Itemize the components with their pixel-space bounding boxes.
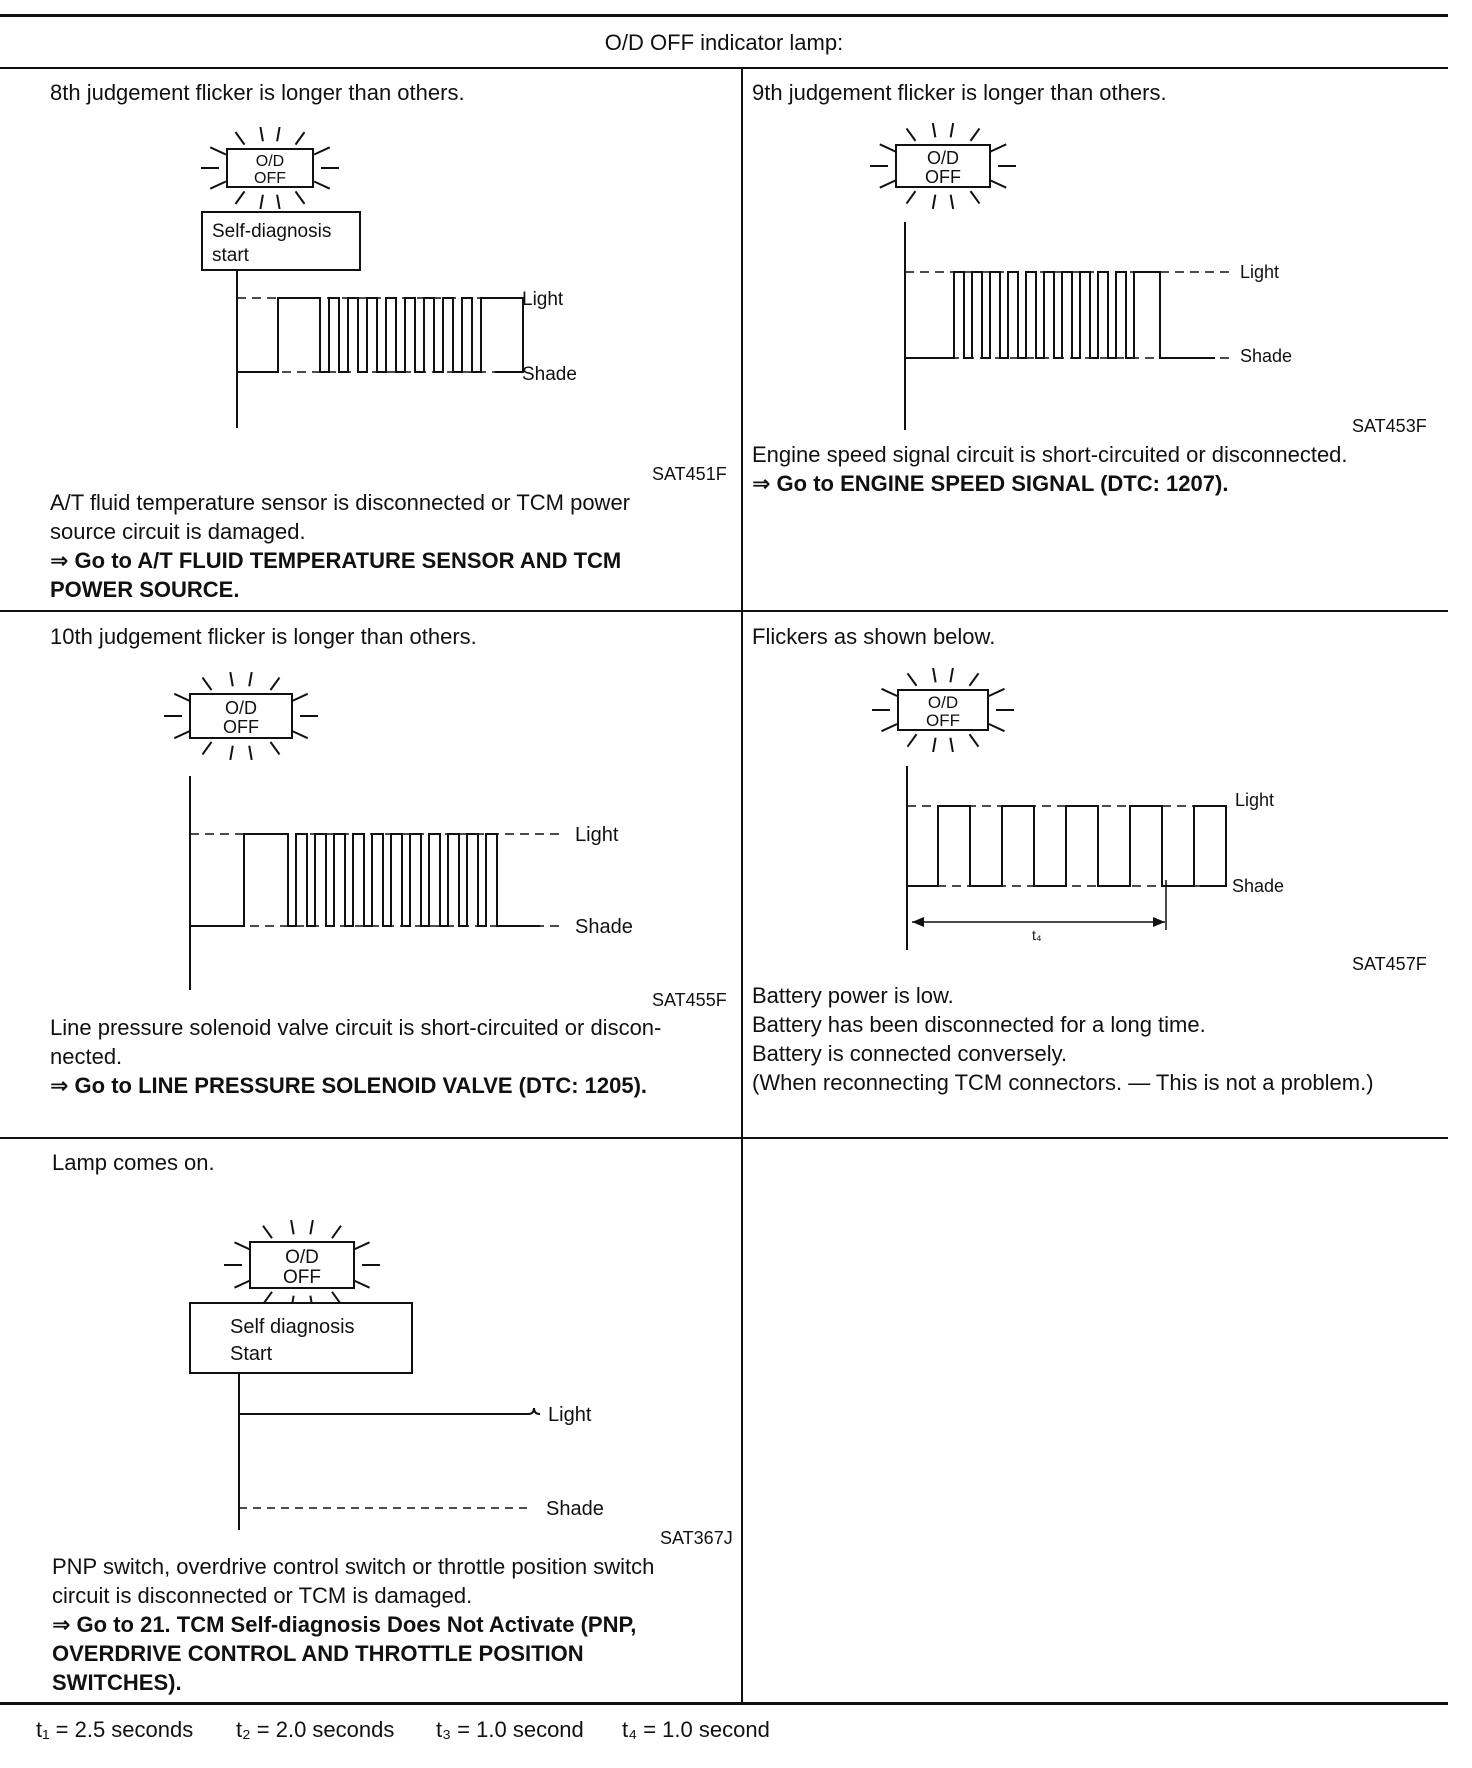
action-link[interactable]: ⇒ Go to LINE PRESSURE SOLENOID VALVE (DTC: 1205). [50,1073,648,1098]
start-box-line2: Start [230,1343,273,1365]
shade-label: Shade [575,916,633,938]
lamp-ray [882,689,898,696]
light-label: Light [522,289,564,310]
lamp-ray [933,738,936,752]
lamp-label-od: O/D [255,153,285,170]
lamp-ray [950,738,953,752]
lamp-ray [970,673,979,685]
lamp-ray [908,673,917,685]
lamp-ray [989,689,1005,696]
light-label: Light [1235,790,1275,810]
lamp-ray [291,1220,294,1234]
lamp-ray [950,668,953,682]
description-line: Battery is connected conversely. [752,1041,1068,1066]
lamp-ray [332,1226,341,1238]
action-link[interactable]: POWER SOURCE. [50,577,240,602]
condition-text: 10th judgement flicker is longer than others. [50,624,477,649]
self-diagnosis-start-box [190,1303,412,1373]
t3-note: t₃ = 1.0 second [436,1717,584,1742]
description-line: nected. [50,1044,123,1069]
lamp-label-off: OFF [223,717,259,737]
lamp-on-line [239,1408,540,1414]
lamp-ray [970,734,979,746]
action-link[interactable]: SWITCHES). [52,1670,182,1695]
lamp-ray [263,1226,272,1238]
period-arrowhead-left [912,917,924,927]
table-title: O/D OFF indicator lamp: [604,30,844,55]
lamp-ray [908,734,917,746]
lamp-label-od: O/D [927,693,959,712]
lamp-ray [882,724,898,731]
lamp-ray [354,1281,370,1288]
condition-text: 9th judgement flicker is longer than others. [752,80,1167,105]
description-line: circuit is disconnected or TCM is damaged. [52,1583,473,1608]
description-line: Battery power is low. [752,983,954,1008]
lamp-label-off: OFF [925,167,961,187]
waveform-figure [0,0,741,1702]
action-link[interactable]: ⇒ Go to ENGINE SPEED SIGNAL (DTC: 1207). [752,471,1229,496]
figure-code: SAT455F [652,990,727,1010]
lamp-ray [234,1242,250,1249]
description-line: (When reconnecting TCM connectors. — This is not a problem.) [752,1070,1374,1095]
description-line: Line pressure solenoid valve circuit is short-circuited or discon- [50,1015,662,1040]
action-link[interactable]: ⇒ Go to A/T FLUID TEMPERATURE SENSOR AND TCM [50,548,622,573]
description-line: source circuit is damaged. [50,519,306,544]
shade-label: Shade [522,364,577,385]
t1-note: t₁ = 2.5 seconds [36,1717,194,1742]
lamp-ray [989,724,1005,731]
shade-label: Shade [1240,346,1293,366]
figure-code: SAT451F [652,464,727,484]
description-line: A/T fluid temperature sensor is disconnected or TCM power [50,490,631,515]
lamp-label-off: OFF [283,1267,321,1288]
od-off-lamp-icon [224,1220,380,1310]
figure-code: SAT367J [660,1528,733,1548]
condition-text: Lamp comes on. [52,1150,215,1175]
action-link[interactable]: OVERDRIVE CONTROL AND THROTTLE POSITION [52,1641,584,1666]
lamp-label-od: O/D [224,698,258,718]
lamp-ray [310,1220,313,1234]
shade-label: Shade [1232,876,1285,896]
figure-code: SAT453F [1352,416,1427,436]
table-bottom-border [0,1702,1448,1705]
lamp-ray [933,668,936,682]
start-box-line1: Self-diagnosis [212,221,332,242]
shade-label: Shade [546,1498,604,1520]
flicker-waveform [907,806,1226,886]
figure-code: SAT457F [1352,954,1427,974]
t2-note: t₂ = 2.0 seconds [236,1717,395,1742]
lamp-label-od: O/D [285,1247,319,1268]
period-label: t₄ [1032,927,1042,943]
lamp-label-off: OFF [926,711,960,730]
od-off-lamp-icon [872,668,1014,752]
description-line: PNP switch, overdrive control switch or throttle position switch [52,1554,655,1579]
t4-note: t₄ = 1.0 second [622,1717,770,1742]
light-label: Light [548,1404,592,1426]
start-box-line2: start [212,245,249,266]
light-label: Light [1240,262,1280,282]
lamp-label-od: O/D [926,148,960,168]
lamp-label-off: OFF [254,170,286,187]
start-box-line1: Self diagnosis [230,1316,355,1338]
period-arrowhead-right [1153,917,1165,927]
description-line: Battery has been disconnected for a long time. [752,1012,1206,1037]
description-line: Engine speed signal circuit is short-circuited or disconnected. [752,442,1348,467]
lamp-ray [234,1281,250,1288]
light-label: Light [575,824,619,846]
lamp-ray [354,1242,370,1249]
action-link[interactable]: ⇒ Go to 21. TCM Self-diagnosis Does Not Activate (PNP, [52,1612,637,1637]
condition-text: 8th judgement flicker is longer than others. [50,80,465,105]
condition-text: Flickers as shown below. [752,624,996,649]
